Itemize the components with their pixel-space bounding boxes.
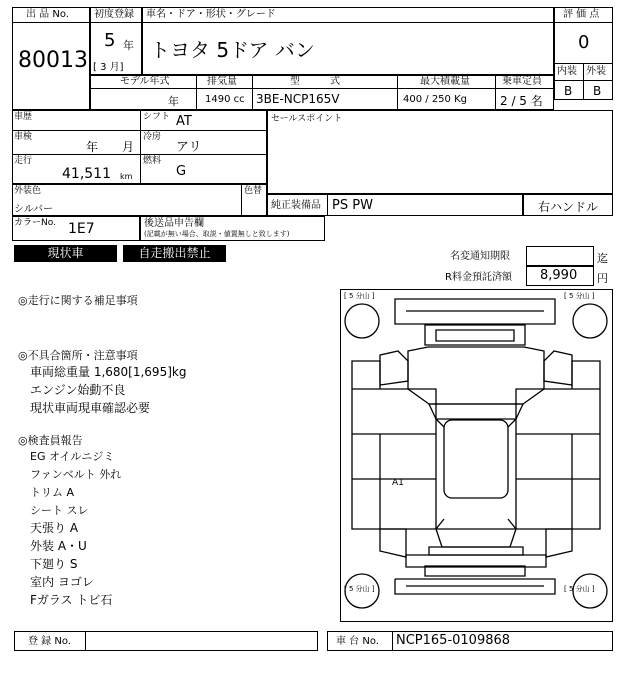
exterior-grade: B [593, 84, 602, 98]
front-bumper [395, 299, 555, 324]
interior-grade: B [564, 84, 573, 98]
color-no: 1E7 [68, 221, 95, 237]
tire-front-right [573, 304, 607, 338]
tire-front-left [345, 304, 379, 338]
sales-point-label: セールスポイント [271, 114, 343, 124]
displacement: 1490 cc [205, 94, 245, 105]
front-grille [425, 325, 525, 345]
name-change-label: 名変通知期限 [450, 251, 510, 262]
ac: アリ [176, 140, 202, 155]
mark-a1: A1 [392, 478, 404, 488]
fuel-label: 燃料 [143, 156, 162, 166]
car-name-label: 車名・ドア・形状・グレード [146, 9, 276, 20]
hood [408, 347, 544, 404]
model-type-label: 型 式 [290, 76, 340, 87]
exterior-label: 外装 [586, 66, 606, 77]
windshield [429, 404, 523, 419]
recycle-label: R料金預託済額 [445, 272, 512, 283]
equipment-label: 純正装備品 [271, 200, 321, 211]
inspector-6: 外装 A・U [30, 539, 87, 553]
model-year-label: モデル年式 [120, 76, 170, 87]
right-side [516, 361, 600, 529]
max-load: 400 / 250 Kg [403, 94, 467, 105]
rear-bumper [395, 579, 555, 594]
first-reg-label: 初度登録 [94, 9, 134, 20]
inspector-5: 天張り A [30, 521, 79, 535]
displacement-label: 排気量 [207, 76, 237, 87]
inspector-title: ◎検査員報告 [18, 434, 83, 447]
model-type: 3BE-NCP165V [256, 92, 340, 106]
lot-no: 80013 [18, 48, 88, 73]
model-year-unit: 年 [168, 95, 179, 108]
inspection-label: 車検 [14, 132, 33, 142]
first-reg-year: 5 [104, 30, 116, 51]
car-diagram [340, 289, 613, 622]
recycle-value: 8,990 [540, 268, 578, 283]
recycle-unit: 円 [597, 272, 608, 285]
tire-tr-label: [ 5 分山 ] [564, 292, 595, 300]
chassis: NCP165-0109868 [396, 633, 511, 648]
supplement-title: ◎走行に関する補足事項 [18, 294, 138, 307]
tire-br-label: [ 5 分山 ] [564, 585, 595, 593]
inspector-1: EG オイルニジミ [30, 450, 115, 463]
post-report-note: (記載が無い場合、取説・値置無しと致します) [144, 230, 290, 238]
mileage-label: 走行 [14, 156, 33, 166]
tire-tl-label: [ 5 分山 ] [344, 292, 375, 300]
history-label: 車歴 [14, 112, 33, 122]
color-no-label: カラーNo. [14, 218, 56, 228]
shift-label: シフト [143, 112, 171, 122]
capacity: 2 / 5 名 [500, 94, 543, 108]
defect-3: 現状車両現車確認必要 [30, 401, 151, 415]
equipment: PS PW [332, 198, 373, 213]
name-change-field [526, 246, 594, 266]
max-load-label: 最大積載量 [420, 76, 470, 87]
capacity-label: 乗車定員 [502, 76, 542, 87]
first-reg-month: [ 3 月] [93, 62, 124, 73]
lot-no-label: 出 品 No. [26, 9, 69, 20]
current-car-button[interactable]: 現状車 [14, 245, 117, 262]
year-unit: 年 [123, 39, 134, 52]
inspection-value: 年 月 [86, 140, 135, 154]
inspector-3: トリム A [30, 486, 75, 499]
tailgate [429, 547, 523, 555]
chassis-label: 車 台 No. [336, 636, 379, 647]
car-name: トヨタ 5ドア バン [150, 38, 315, 62]
inspector-2: ファンベルト 外れ [30, 468, 122, 481]
color-label: 外装色 [14, 186, 42, 196]
score: 0 [578, 32, 590, 53]
color-change-label: 色替 [244, 186, 263, 196]
ac-label: 冷房 [143, 132, 162, 142]
roof [444, 420, 508, 498]
no-self-drive-button[interactable]: 自走搬出禁止 [123, 245, 226, 262]
fuel: G [176, 164, 187, 179]
color: シルバー [14, 204, 54, 215]
reg-no-label: 登 録 No. [28, 636, 71, 647]
mileage-unit: km [120, 172, 133, 181]
defect-1: 車両総重量 1,680[1,695]kg [30, 365, 187, 379]
mileage: 41,511 [62, 166, 111, 182]
post-report-label: 後送品申告欄 [144, 218, 204, 229]
shift: AT [176, 114, 192, 129]
inspector-4: シート スレ [30, 504, 89, 517]
tire-bl-label: [ 5 分山 ] [344, 585, 375, 593]
interior-label: 内装 [557, 66, 577, 77]
defect-2: エンジン始動不良 [30, 383, 126, 397]
name-change-unit: 迄 [597, 252, 608, 265]
score-label: 評 価 点 [563, 9, 600, 20]
inspector-8: 室内 ヨゴレ [30, 575, 94, 589]
steering: 右ハンドル [538, 200, 599, 214]
inspector-9: Fガラス トビ石 [30, 593, 113, 607]
left-side [352, 361, 436, 529]
inspector-7: 下廻り S [30, 557, 78, 571]
rear-window [436, 529, 516, 547]
defects-title: ◎不具合箇所・注意事項 [18, 349, 138, 362]
